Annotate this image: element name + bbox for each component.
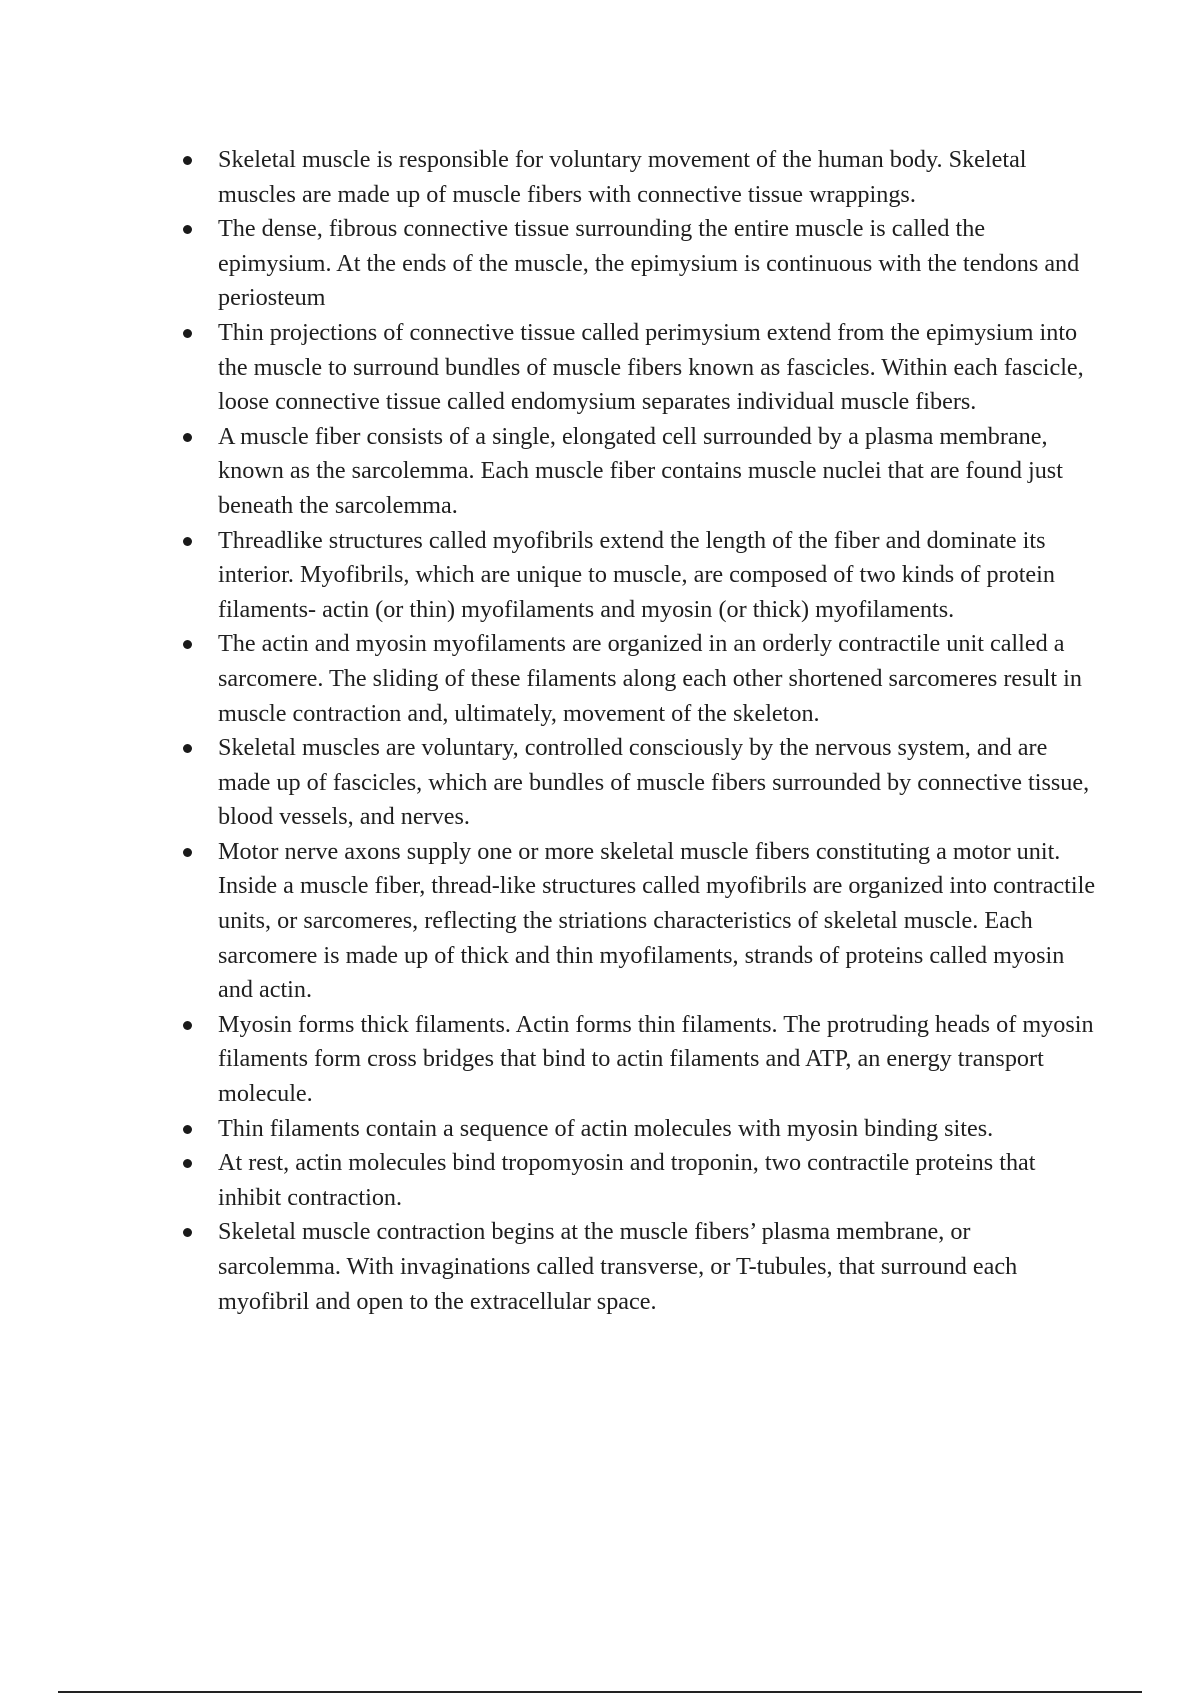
list-item [176,1215,1096,1319]
bullet-dot-icon [183,329,192,338]
list-item-text: A muscle fiber consists of a single, elongated cell surrounded by a plasma membrane, known as the sarcolemma. Each muscle fiber contains muscle nuclei that are found just beneath the sarcolemma. [218,422,1063,519]
list-item [176,835,1096,1008]
list-item-text: Thin projections of connective tissue called perimysium extend from the epimysium into the muscle to surround bundles of muscle fibers known as fascicles. Within each fascicle, loose connective tissue called endomysium separates individual muscle fibers. [218,318,1084,416]
list-item [176,1146,1096,1215]
bullet-dot-icon [183,156,192,165]
list-item [176,212,1096,316]
list-item [176,316,1096,420]
list-item-text: Threadlike structures called myofibrils extend the length of the fiber and dominate its interior. Myofibrils, which are unique to muscle, are composed of two kinds of protein filaments- actin (or thin) myofilaments and myosin (or thick) myofilaments. [218,526,1055,623]
list-item-text: Thin filaments contain a sequence of actin molecules with myosin binding sites. [218,1114,994,1142]
bullet-dot-icon [183,640,192,649]
list-item-text: The actin and myosin myofilaments are organized in an orderly contractile unit called a sarcomere. The sliding of these filaments along each other shortened sarcomeres result in muscle contraction and, ultimately, movement of the skeleton. [218,630,1082,727]
list-item [176,143,1096,212]
bullet-dot-icon [183,1228,192,1237]
bullet-dot-icon [183,1159,192,1168]
list-item [176,627,1096,731]
bullet-dot-icon [183,433,192,442]
bullet-dot-icon [183,744,192,753]
list-item [176,1112,1096,1147]
bullet-dot-icon [183,225,192,234]
bullet-dot-icon [183,1021,192,1030]
list-item [176,1008,1096,1112]
footer-divider [58,1691,1142,1693]
bullet-dot-icon [183,1125,192,1134]
list-item-text: Myosin forms thick filaments. Actin forms thin filaments. The protruding heads of myosin filaments form cross bridges that bind to actin filaments and ATP, an energy transport molecule. [218,1010,1094,1108]
bullet-dot-icon [183,537,192,546]
list-item [176,524,1096,628]
list-item-text: At rest, actin molecules bind tropomyosin and troponin, two contractile proteins that inhibit contraction. [218,1149,1036,1211]
bullet-list [176,143,1096,1319]
bullet-dot-icon [183,848,192,857]
list-item [176,420,1096,524]
list-item-text: Motor nerve axons supply one or more skeletal muscle fibers constituting a motor unit. Inside a muscle fiber, thread-like structures called myofibrils are organized into contractile units, or sarcomeres, reflecting the striations characteristics of skeletal muscle. Each sarcomere is made up of thick and thin myofilaments, strands of proteins called myosin and actin. [218,837,1096,1004]
list-item-text: Skeletal muscle contraction begins at the muscle fibers’ plasma membrane, or sarcolemma. With invaginations called transverse, or T-tubules, that surround each myofibril and open to the extracellular space. [218,1218,1018,1315]
list-item-text: The dense, fibrous connective tissue surrounding the entire muscle is called the epimysium. At the ends of the muscle, the epimysium is continuous with the tendons and periosteum [218,215,1080,312]
list-item-text: Skeletal muscle is responsible for voluntary movement of the human body. Skeletal muscles are made up of muscle fibers with connective tissue wrappings. [218,146,1027,208]
list-item-text: Skeletal muscles are voluntary, controlled consciously by the nervous system, and are made up of fascicles, which are bundles of muscle fibers surrounded by connective tissue, blood vessels, and nerves. [218,734,1090,831]
list-item [176,731,1096,835]
